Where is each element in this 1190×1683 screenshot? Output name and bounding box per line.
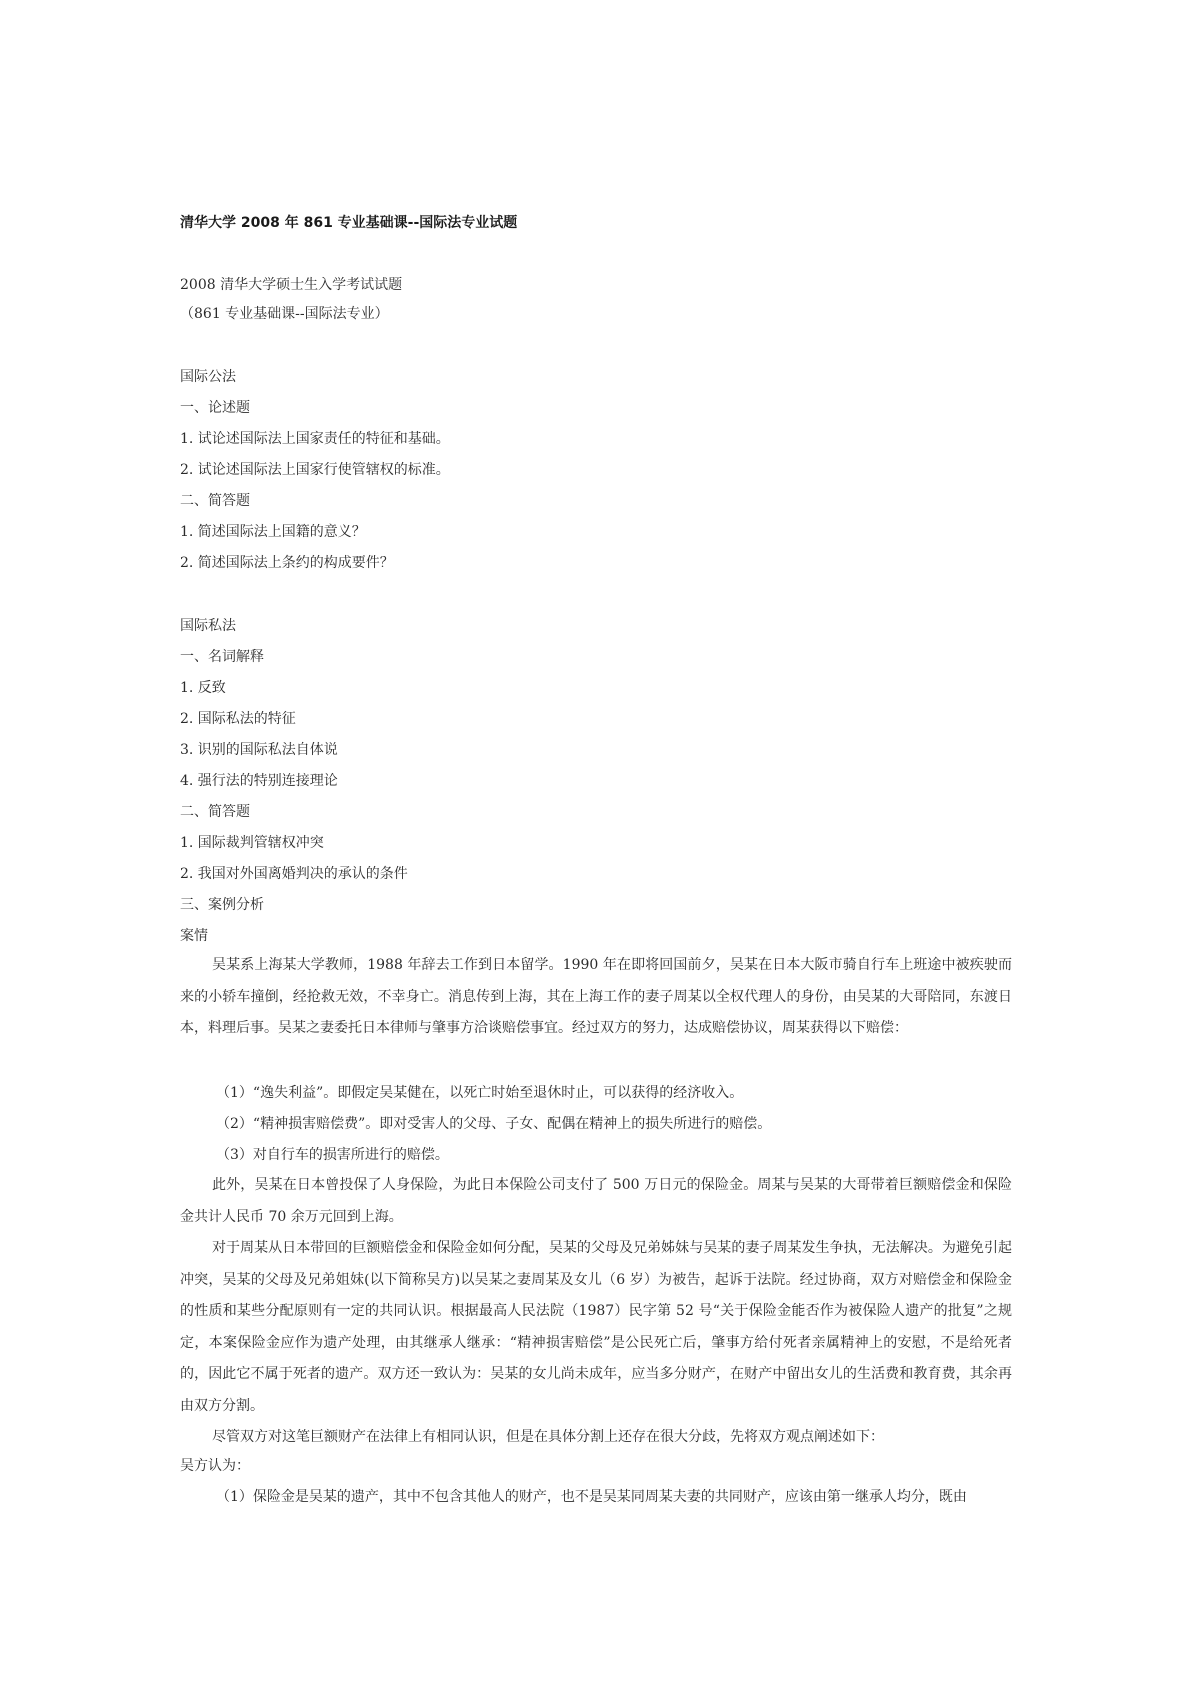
- private-law-term-1: 1. 反致: [180, 680, 226, 696]
- private-law-term-3: 3. 识别的国际私法自体说: [180, 742, 338, 758]
- public-law-section-short: 二、简答题: [180, 493, 250, 509]
- case-paragraph-2: 此外，吴某在日本曾投保了人身保险，为此日本保险公司支付了 500 万日元的保险金。周某与吴某的大哥带着巨额赔偿金和保险金共计人民币 70 余万元回到上海。: [180, 1177, 1012, 1225]
- wu-side-view-label: 吴方认为：: [180, 1458, 250, 1474]
- private-law-term-4: 4. 强行法的特别连接理论: [180, 773, 338, 789]
- case-item-3: （3）对自行车的损害所进行的赔偿。: [216, 1147, 449, 1163]
- private-law-short-2: 2. 我国对外国离婚判决的承认的条件: [180, 866, 408, 882]
- private-law-section-terms: 一、名词解释: [180, 649, 264, 665]
- public-law-question-2: 2. 试论述国际法上国家行使管辖权的标准。: [180, 462, 450, 478]
- document-title: 清华大学 2008 年 861 专业基础课--国际法专业试题: [180, 215, 518, 231]
- exam-title: 2008 清华大学硕士生入学考试试题: [180, 277, 403, 293]
- case-item-1: （1）“逸失利益”。即假定吴某健在，以死亡时始至退休时止，可以获得的经济收入。: [216, 1085, 744, 1101]
- public-law-section-essay: 一、论述题: [180, 400, 250, 416]
- wu-side-view-1: （1）保险金是吴某的遗产，其中不包含其他人的财产，也不是吴某同周某夫妻的共同财产，应该由第一继承人均分，既由: [216, 1489, 967, 1505]
- private-law-term-2: 2. 国际私法的特征: [180, 711, 296, 727]
- case-paragraph-3: 对于周某从日本带回的巨额赔偿金和保险金如何分配，吴某的父母及兄弟姊妹与吴某的妻子周某发生争执，无法解决。为避免引起冲突，吴某的父母及兄弟姐妹(以下简称吴方)以吴某之妻周某及女儿（6 岁）为被告，起诉于法院。经过协商，双方对赔偿金和保险金的性质和某些分配原则有一定的共同认识。根据最高人民法院（1987）民字第 52 号“关于保险金能否作为被保险人遗产的批复”之规定，本案保险金应作为遗产处理，由其继承人继承：“精神损害赔偿”是公民死亡后，肇事方给付死者亲属精神上的安慰，不是给死者的，因此它不属于死者的遗产。双方还一致认为：吴某的女儿尚未成年，应当多分财产，在财产中留出女儿的生活费和教育费，其余再由双方分割。: [180, 1240, 1012, 1414]
- public-law-heading: 国际公法: [180, 369, 236, 385]
- public-law-question-3: 1. 简述国际法上国籍的意义？: [180, 524, 366, 540]
- public-law-question-4: 2. 简述国际法上条约的构成要件？: [180, 555, 394, 571]
- case-label: 案情: [180, 928, 208, 944]
- private-law-section-case: 三、案例分析: [180, 897, 264, 913]
- case-item-2: （2）“精神损害赔偿费”。即对受害人的父母、子女、配偶在精神上的损失所进行的赔偿。: [216, 1116, 772, 1132]
- private-law-short-1: 1. 国际裁判管辖权冲突: [180, 835, 324, 851]
- private-law-section-short: 二、简答题: [180, 804, 250, 820]
- exam-subtitle: （861 专业基础课--国际法专业）: [180, 306, 389, 322]
- case-paragraph-1: 吴某系上海某大学教师，1988 年辞去工作到日本留学。1990 年在即将回国前夕，吴某在日本大阪市骑自行车上班途中被疾驶而来的小轿车撞倒，经抢救无效，不幸身亡。消息传到上海，其在上海工作的妻子周某以全权代理人的身份，由吴某的大哥陪同，东渡日本，料理后事。吴某之妻委托日本律师与肇事方洽谈赔偿事宜。经过双方的努力，达成赔偿协议，周某获得以下赔偿：: [180, 957, 1012, 1036]
- public-law-question-1: 1. 试论述国际法上国家责任的特征和基础。: [180, 431, 450, 447]
- case-paragraph-4: 尽管双方对这笔巨额财产在法律上有相同认识，但是在具体分割上还存在很大分歧，先将双方观点阐述如下：: [212, 1429, 884, 1445]
- private-law-heading: 国际私法: [180, 618, 236, 634]
